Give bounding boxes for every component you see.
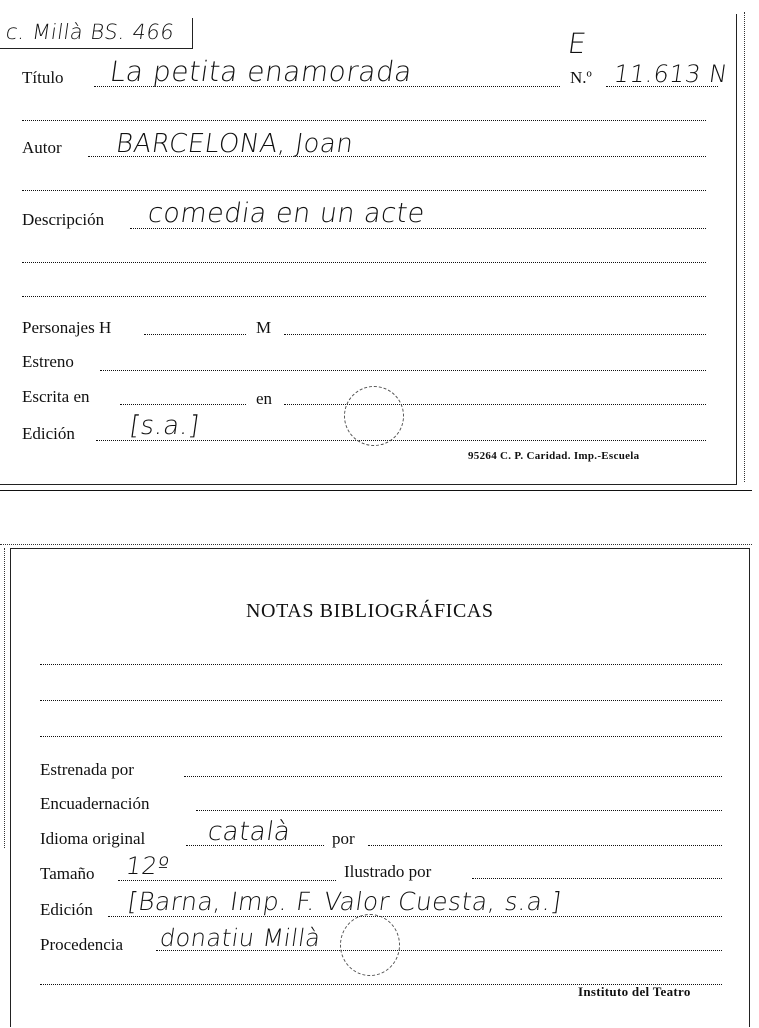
descripcion-value: comedia en un acte <box>145 198 427 229</box>
punch-hole-circle <box>344 386 404 446</box>
tamano-label: Tamaño <box>40 864 95 883</box>
card-front-bottom-edge <box>0 490 752 491</box>
corner-note: c. Millà BS. 466 <box>4 20 176 44</box>
idioma-por-label: por <box>332 829 355 848</box>
idioma-value: català <box>205 817 293 847</box>
numero-label: N.º <box>570 68 592 87</box>
personajes-m-label: M <box>256 318 272 337</box>
autor-extra-line <box>22 190 706 191</box>
encuadernacion-label: Encuadernación <box>40 794 150 813</box>
edicion2-value: [Barna, Imp. F. Valor Cuesta, s.a.] <box>126 887 564 916</box>
autor-label: Autor <box>22 138 62 157</box>
edicion2-label: Edición <box>40 900 93 919</box>
encuadernacion-line <box>196 810 722 811</box>
escrita-line <box>120 404 246 405</box>
idioma-label: Idioma original <box>40 829 146 848</box>
ilustrado-line <box>472 878 722 879</box>
scan-edge-left-card2 <box>4 548 5 848</box>
edicion2-line <box>108 916 722 917</box>
procedencia-label: Procedencia <box>40 935 124 954</box>
edicion-value: [s.a.] <box>127 411 202 441</box>
descripcion-extra-line-1 <box>22 262 706 263</box>
titulo-label: Título <box>22 68 64 87</box>
titulo-value: La petita enamorada <box>107 55 415 88</box>
numero-value: 11.613 N <box>612 60 730 88</box>
punch-hole-circle-2 <box>340 914 400 976</box>
personajes-h-line <box>144 334 246 335</box>
printer-imprint: 95264 C. P. Caridad. Imp.-Escuela <box>468 450 640 462</box>
descripcion-label: Descripción <box>22 210 105 229</box>
ilustrado-label: Ilustrado por <box>344 862 432 881</box>
edicion-label: Edición <box>22 424 75 443</box>
escrita-en-label: en <box>256 389 273 408</box>
scan-edge-top-card2 <box>0 544 752 545</box>
tamano-line <box>118 880 336 881</box>
descripcion-extra-line-2 <box>22 296 706 297</box>
scan-edge-right-top <box>744 12 745 482</box>
estreno-line <box>100 370 706 371</box>
titulo-extra-line <box>22 120 706 121</box>
procedencia-value: donatiu Millà <box>158 924 323 952</box>
notas-line-2 <box>40 700 722 701</box>
notas-line-1 <box>40 664 722 665</box>
footer-institution: Instituto del Teatro <box>578 984 691 999</box>
tamano-value: 12º <box>124 852 172 880</box>
idioma-por-line <box>368 845 722 846</box>
personajes-label: Personajes H <box>22 318 112 337</box>
estreno-label: Estreno <box>22 352 74 371</box>
notas-line-3 <box>40 736 722 737</box>
estrenada-label: Estrenada por <box>40 760 134 779</box>
personajes-m-line <box>284 334 706 335</box>
escrita-label: Escrita en <box>22 387 90 406</box>
series-letter: E <box>565 27 589 60</box>
estrenada-line <box>184 776 722 777</box>
notas-heading: NOTAS BIBLIOGRÁFICAS <box>246 600 494 622</box>
autor-value: BARCELONA, Joan <box>113 129 356 159</box>
